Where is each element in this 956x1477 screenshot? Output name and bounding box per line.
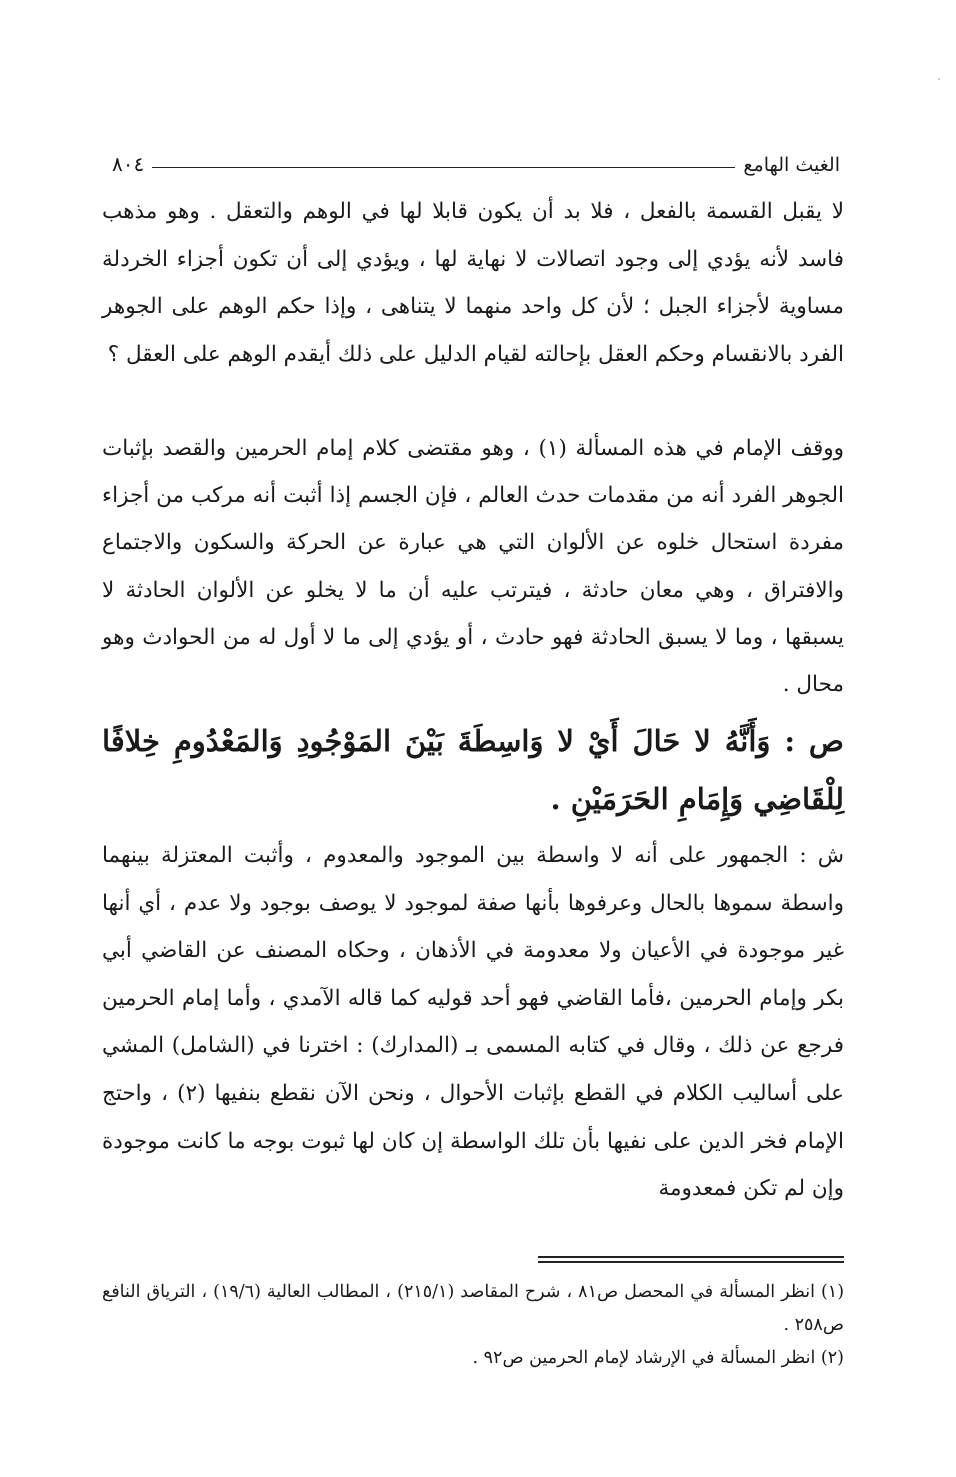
paragraph-imam-position: ووقف الإمام في هذه المسألة (١) ، وهو مقتضى كلام إمام الحرمين والقصد بإثبات الجوهر الفرد أنه من مقدمات حدث العالم ، فإن الجسم إذا أثبت أنه مركب من أجزاء مفردة استحال خلوه عن الألوان التي هي عبارة عن الحركة والسكون والاجتماع والافتراق ، وهي معان حادثة ، فيترتب عليه أن ما لا يخلو عن الألوان الحادثة لا يسبقها ، وما لا يسبق الحادثة فهو حادث ، أو يؤدي إلى ما لا أول له من الحوادث وهو محال . (102, 436, 844, 698)
paragraph-sharh: ش : الجمهور على أنه لا واسطة بين الموجود والمعدوم ، وأثبت المعتزلة بينهما واسطة سموها بالحال وعرفوها بأنها صفة لموجود لا يوصف بوجود ولا عدم ، أي أنها غير موجودة في الأعيان ولا معدومة في الأذهان ، وحكاه المصنف عن القاضي أبي بكر وإمام الحرمين ،فأما القاضي فهو أحد قوليه كما قاله الآمدي ، وأما إمام الحرمين فرجع عن ذلك ، وقال في كتابه المسمى بـ (المدارك) : اخترنا في (الشامل) المشي على أساليب الكلام في القطع بإثبات الأحوال ، ونحن الآن نقطع بنفيها (٢) ، واحتج الإمام فخر الدين على نفيها بأن تلك الواسطة إن كان لها ثبوت بوجه ما كانت موجودة وإن لم تكن فمعدومة (102, 843, 844, 1202)
scan-mark (938, 78, 940, 80)
running-head (102, 142, 844, 176)
page-number: ٨٠٤ (112, 152, 145, 176)
matn-heading: ص : وَأَنَّهُ لا حَالَ أَيْ لا وَاسِطَةَ بَيْنَ المَوْجُودِ وَالمَعْدُومِ خِلافًا لِلْقَاضِي وَإِمَامِ الحَرَمَيْنِ . (102, 724, 844, 816)
book-title: الغيث الهامع (743, 154, 840, 176)
header-rule (152, 167, 735, 168)
footnotes (102, 1276, 844, 1375)
footnote-2: (٢) انظر المسألة في الإرشاد لإمام الحرمين ص٩٢ . (472, 1348, 844, 1368)
footnote-separator (538, 1256, 844, 1263)
paragraph-continuation: لا يقبل القسمة بالفعل ، فلا بد أن يكون قابلا لها في الوهم والتعقل . وهو مذهب فاسد لأنه يؤدي إلى وجود اتصالات لا نهاية لها ، ويؤدي إلى أن تكون أجزاء الخردلة مساوية لأجزاء الجبل ؛ لأن كل واحد منهما لا يتناهى ، وإذا حكم الوهم على الجوهر الفرد بالانقسام وحكم العقل بإحالته لقيام الدليل على ذلك أيقدم الوهم على العقل ؟ (102, 199, 844, 367)
footnote-1: (١) انظر المسألة في المحصل ص٨١ ، شرح المقاصد (٢١٥/١) ، المطالب العالية (١٩/٦) ، الترياق النافع ص٢٥٨ . (102, 1282, 845, 1335)
